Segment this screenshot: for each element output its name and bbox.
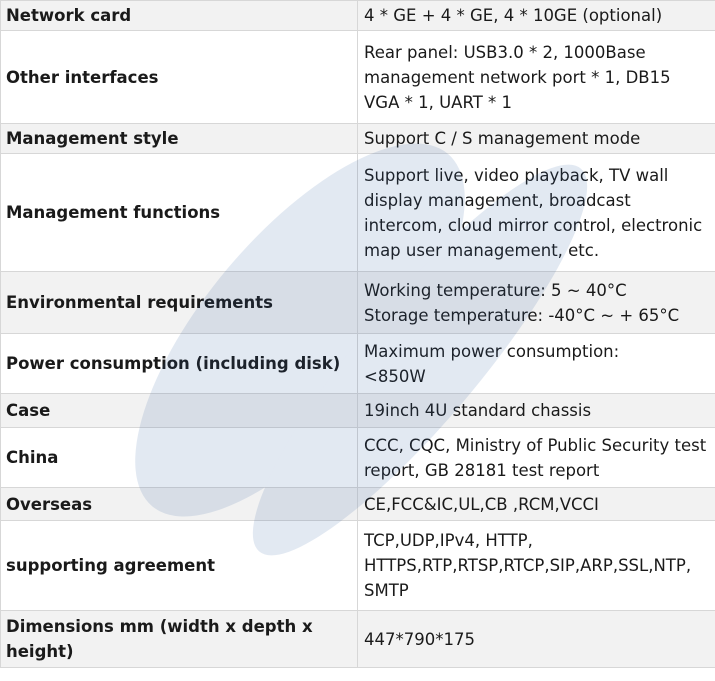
spec-label: Management functions <box>1 154 358 272</box>
spec-row-china <box>1 428 715 488</box>
spec-label: China <box>1 428 358 488</box>
spec-label: Dimensions mm (width x depth x height) <box>1 611 358 668</box>
spec-row-management-functions <box>1 154 715 272</box>
spec-row-other-interfaces <box>1 31 715 124</box>
spec-value: Support C / S management mode <box>358 124 715 154</box>
spec-row-environmental-requirements <box>1 272 715 334</box>
spec-label: Overseas <box>1 488 358 521</box>
spec-row-power-consumption <box>1 334 715 394</box>
spec-value: CCC, CQC, Ministry of Public Security test report, GB 28181 test report <box>358 428 715 488</box>
spec-label: Case <box>1 394 358 428</box>
spec-label: Network card <box>1 1 358 31</box>
spec-value: 4 * GE + 4 * GE, 4 * 10GE (optional) <box>358 1 715 31</box>
spec-value: 447*790*175 <box>358 611 715 668</box>
spec-row-case <box>1 394 715 428</box>
spec-value: 19inch 4U standard chassis <box>358 394 715 428</box>
spec-value: Rear panel: USB3.0 * 2, 1000Base management network port * 1, DB15 VGA * 1, UART * 1 <box>358 31 715 124</box>
spec-label: supporting agreement <box>1 521 358 611</box>
spec-row-management-style <box>1 124 715 154</box>
spec-value: TCP,UDP,IPv4, HTTP, HTTPS,RTP,RTSP,RTCP,SIP,ARP,SSL,NTP, SMTP <box>358 521 715 611</box>
spec-value: Maximum power consumption: <850W <box>358 334 715 394</box>
spec-row-overseas <box>1 488 715 521</box>
spec-value: Support live, video playback, TV wall display management, broadcast intercom, cloud mirror control, electronic map user management, etc. <box>358 154 715 272</box>
spec-label: Power consumption (including disk) <box>1 334 358 394</box>
spec-label: Environmental requirements <box>1 272 358 334</box>
spec-label: Other interfaces <box>1 31 358 124</box>
spec-label: Management style <box>1 124 358 154</box>
spec-row-supporting-agreement <box>1 521 715 611</box>
spec-row-network-card <box>1 1 715 31</box>
spec-value: Working temperature: 5 ~ 40°C Storage temperature: -40°C ~ + 65°C <box>358 272 715 334</box>
spec-value: CE,FCC&IC,UL,CB ,RCM,VCCI <box>358 488 715 521</box>
spec-row-dimensions <box>1 611 715 668</box>
